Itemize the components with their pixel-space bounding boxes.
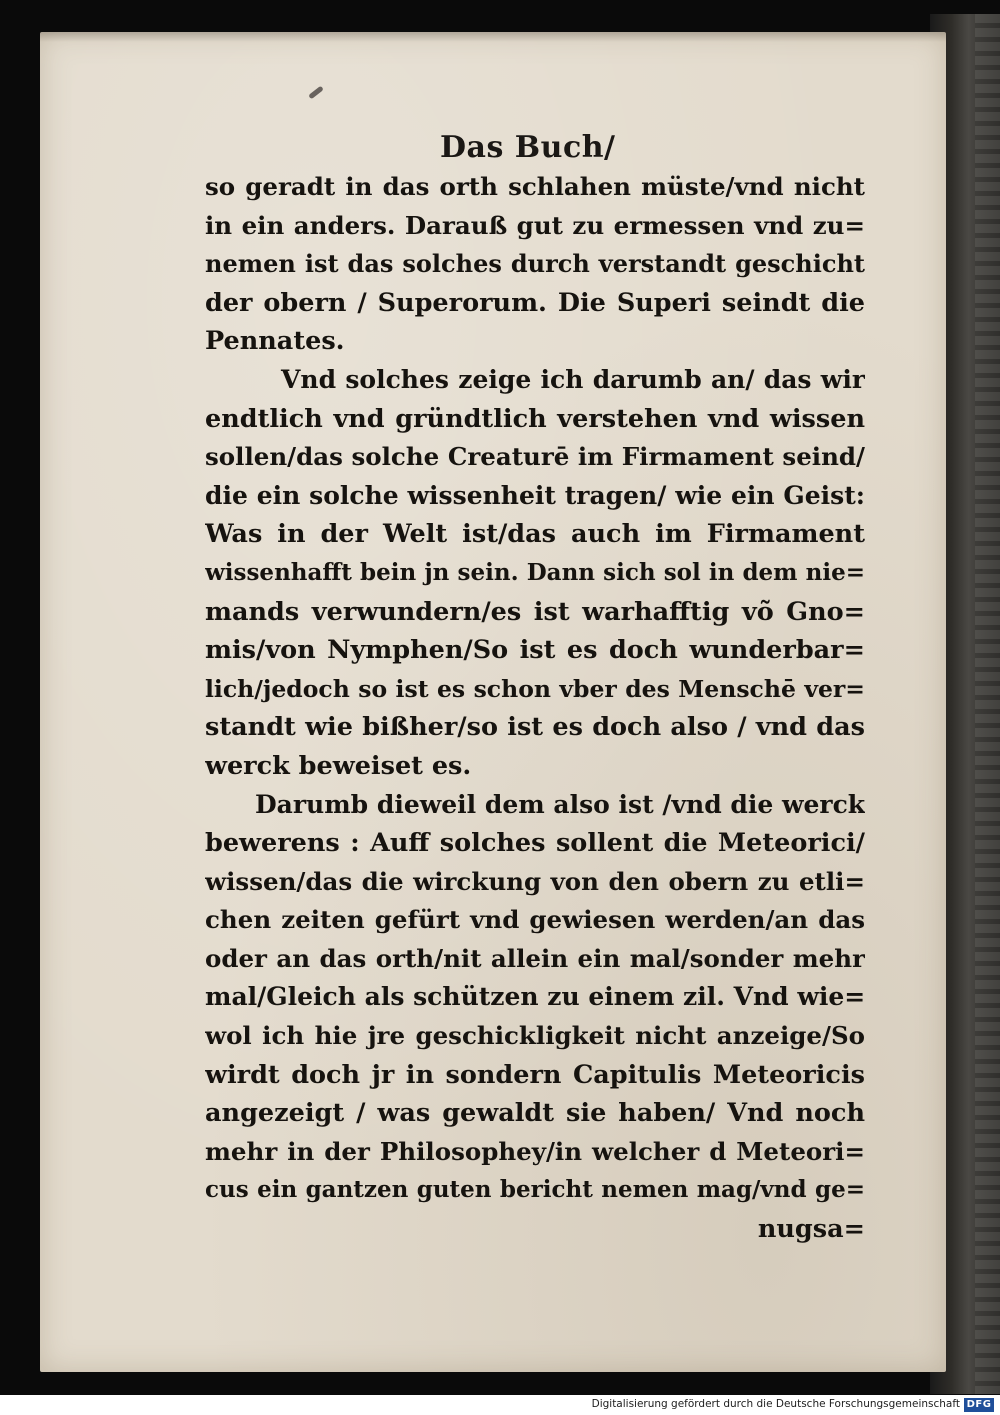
page-stack-edge bbox=[975, 14, 1000, 1394]
text-line: mands verwundern/es ist warhafftig võ Gno= bbox=[205, 596, 865, 627]
text-line: cus ein gantzen guten bericht nemen mag/vnd ge= bbox=[205, 1176, 865, 1204]
text-line: oder an das orth/nit allein ein mal/sonder mehr bbox=[205, 943, 865, 973]
text-line: endtlich vnd gründtlich verstehen vnd wissen bbox=[205, 403, 865, 434]
text-line: wirdt doch jr in sondern Capitulis Meteoricis bbox=[205, 1059, 865, 1090]
text-line: wissenhafft bein jn sein. Dann sich sol in dem nie= bbox=[205, 558, 865, 586]
text-line: sollen/das solche Creaturē im Firmament seind/ bbox=[205, 442, 865, 472]
running-head: Das Buch/ bbox=[440, 130, 616, 165]
text-line: Was in der Welt ist/das auch im Firmament bbox=[205, 519, 865, 550]
text-line: so geradt in das orth schlahen müste/vnd nicht bbox=[205, 172, 865, 201]
text-line: nemen ist das solches durch verstandt geschicht bbox=[205, 249, 865, 279]
text-line: der obern / Superorum. Die Superi seindt die bbox=[205, 287, 865, 318]
text-line: Pennates. bbox=[205, 326, 345, 357]
text-line: Darumb dieweil dem also ist /vnd die werck bbox=[255, 789, 865, 819]
text-line: werck beweiset es. bbox=[205, 750, 472, 781]
catchword: nugsa= bbox=[757, 1214, 865, 1245]
text-line: lich/jedoch so ist es schon vber des Menschē ver= bbox=[205, 674, 865, 703]
text-line: Vnd solches zeige ich darumb an/ das wir bbox=[281, 364, 865, 394]
text-line: die ein solche wissenheit tragen/ wie ein Geist: bbox=[205, 480, 865, 510]
text-line: chen zeiten gefürt vnd gewiesen werden/an das bbox=[205, 905, 865, 935]
dfg-logo: DFG bbox=[964, 1398, 994, 1412]
ink-mark bbox=[308, 86, 324, 100]
text-line: mehr in der Philosophey/in welcher d Meteori= bbox=[205, 1136, 865, 1166]
page-shadow bbox=[40, 32, 946, 42]
text-line: standt wie bißher/so ist es doch also / vnd das bbox=[205, 712, 865, 743]
text-line: mal/Gleich als schützen zu einem zil. Vnd wie= bbox=[205, 982, 865, 1012]
text-line: mis/von Nymphen/So ist es doch wunderbar= bbox=[205, 635, 865, 666]
text-line: wissen/das die wirckung von den obern zu etli= bbox=[205, 866, 865, 896]
text-line: wol ich hie jre geschickligkeit nicht anzeige/So bbox=[205, 1021, 865, 1051]
text-line: angezeigt / was gewaldt sie haben/ Vnd noch bbox=[205, 1098, 865, 1129]
text-line: bewerens : Auff solches sollent die Meteorici/ bbox=[205, 828, 865, 859]
text-line: in ein anders. Darauß gut zu ermessen vnd zu= bbox=[205, 210, 865, 240]
text-block bbox=[205, 168, 865, 1249]
footer-credit: Digitalisierung gefördert durch die Deutsche Forschungsgemeinschaft bbox=[591, 1398, 960, 1410]
